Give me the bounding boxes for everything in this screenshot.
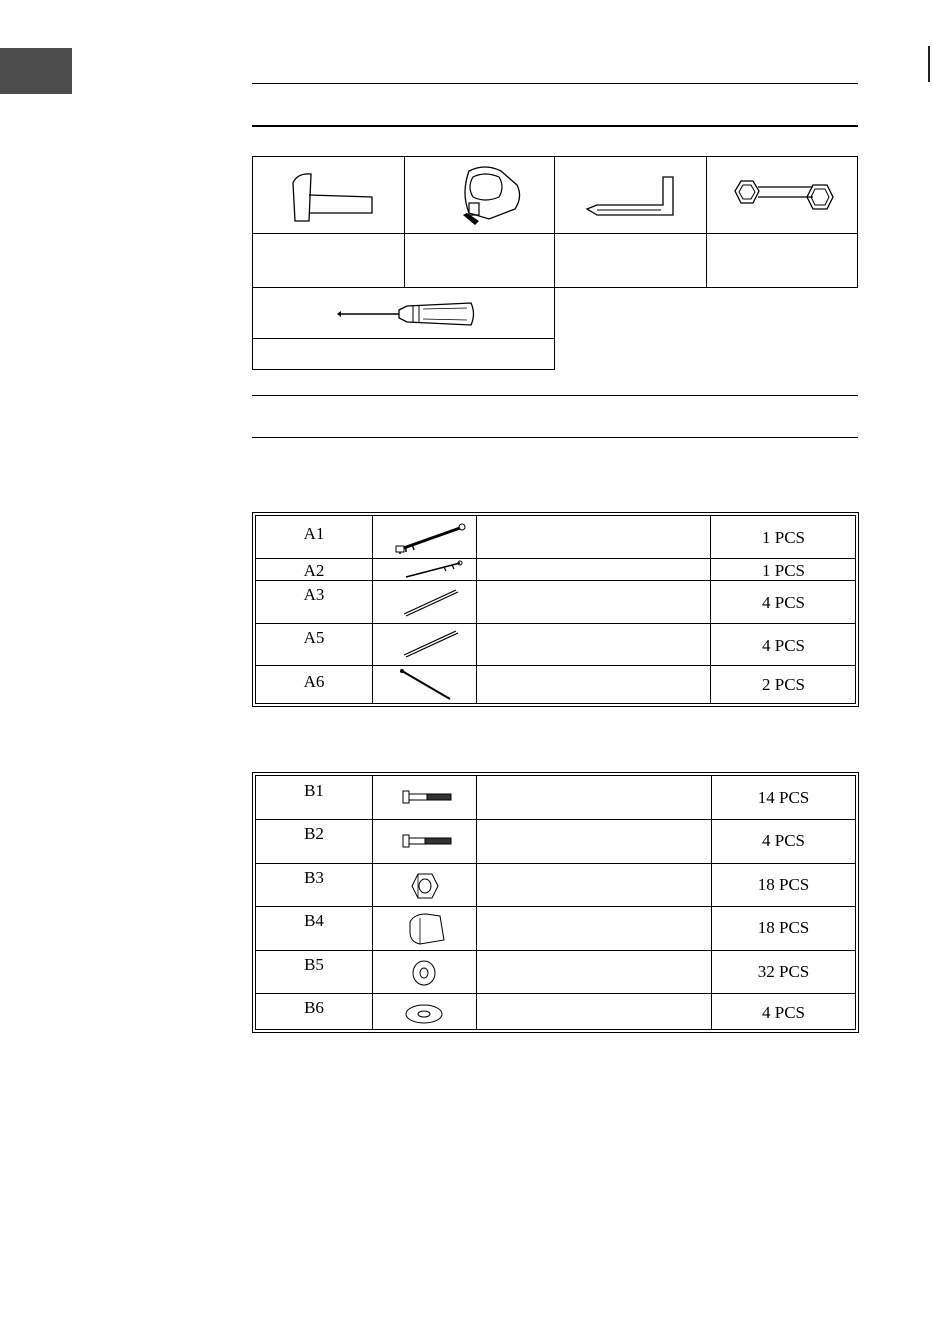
table-row: [256, 623, 855, 666]
part-code: B3: [304, 868, 324, 887]
table-row: [256, 863, 855, 907]
table-row: [256, 993, 855, 1031]
tool-image-cell-2: [404, 156, 555, 234]
flat-washer-icon: [404, 1003, 444, 1025]
table-row: [256, 558, 855, 581]
tool-label-cell-1: [252, 233, 405, 288]
part-code: A5: [303, 628, 325, 647]
hammer-icon: [287, 171, 377, 223]
part-code: B5: [304, 955, 324, 974]
part-qty: 1 PCS: [762, 561, 805, 580]
section-rule-parts: [252, 437, 858, 438]
tool-label-cell-3: [554, 233, 707, 288]
part-qty: 1 PCS: [762, 528, 805, 547]
part-qty: 2 PCS: [762, 675, 805, 694]
part-code: A1: [303, 524, 325, 543]
part-code: B1: [304, 781, 324, 800]
table-row: [256, 665, 855, 703]
part-qty: 14 PCS: [757, 788, 810, 807]
tool-label-cell-5: [252, 338, 555, 370]
table-row: [256, 950, 855, 994]
screwdriver-icon: [335, 298, 477, 330]
part-qty: 4 PCS: [762, 1003, 805, 1022]
wrench-icon: [731, 177, 835, 217]
tool-image-cell-4: [706, 156, 858, 234]
part-qty: 4 PCS: [762, 831, 805, 850]
tool-image-cell-3: [554, 156, 707, 234]
tool-label-cell-4: [706, 233, 858, 288]
part-code: A6: [303, 672, 325, 691]
part-code: A2: [303, 561, 325, 580]
strut-a3-icon: [402, 586, 460, 618]
language-tab: [0, 48, 72, 94]
allen-key-icon: [583, 173, 679, 217]
table-row: [256, 819, 855, 864]
parts-table-a: [252, 512, 859, 707]
table-row: [256, 906, 855, 951]
section-rule-tools: [252, 125, 858, 127]
section-rule-top: [252, 83, 858, 84]
part-qty: 4 PCS: [762, 593, 805, 612]
tool-image-cell-5: [252, 287, 555, 339]
part-qty: 18 PCS: [757, 918, 810, 937]
part-code: A3: [303, 585, 325, 604]
cap-nut-icon: [406, 912, 446, 946]
table-row: [256, 580, 855, 624]
tape-measure-icon: [455, 163, 525, 231]
rod-a2-icon: [404, 559, 464, 579]
table-row: [256, 516, 855, 559]
part-code: B2: [304, 824, 324, 843]
part-code: B6: [304, 998, 324, 1017]
strut-a5-icon: [402, 627, 460, 659]
bolt-short-icon: [401, 833, 453, 849]
table-row: [256, 776, 855, 820]
hex-nut-icon: [410, 871, 440, 901]
part-qty: 18 PCS: [757, 875, 810, 894]
section-rule-parts-top: [252, 395, 858, 396]
tool-image-cell-1: [252, 156, 405, 234]
part-qty: 4 PCS: [762, 636, 805, 655]
washer-icon: [411, 960, 437, 986]
pole-a6-icon: [398, 667, 454, 703]
part-qty: 32 PCS: [757, 962, 810, 981]
parts-table-b: [252, 772, 859, 1033]
bolt-long-icon: [401, 789, 453, 805]
page-edge-mark: [928, 46, 930, 82]
part-code: B4: [304, 911, 324, 930]
tool-label-cell-2: [404, 233, 555, 288]
frame-bar-a1-icon: [394, 520, 468, 556]
